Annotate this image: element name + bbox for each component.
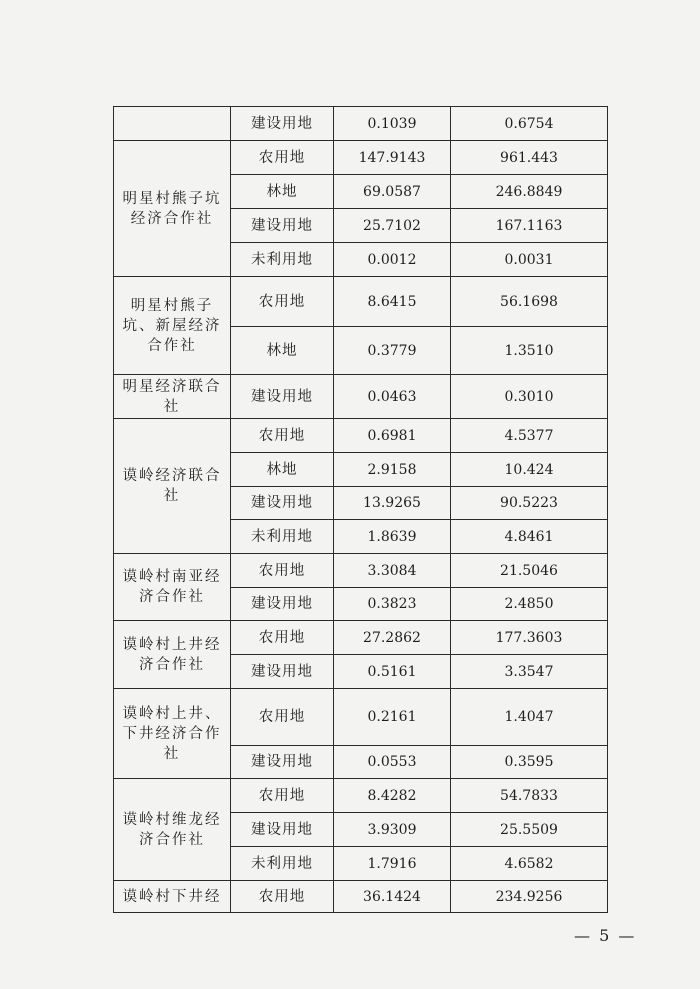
land-type-cell: 农用地 [231,779,334,813]
area-b-cell: 54.7833 [451,779,608,813]
area-a-cell: 0.0012 [334,243,451,277]
org-cell: 谟岭村下井经 [114,881,231,913]
area-b-cell: 4.8461 [451,520,608,554]
land-type-cell: 林地 [231,175,334,209]
area-b-cell: 10.424 [451,453,608,487]
table-row [114,375,608,419]
area-b-cell: 167.1163 [451,209,608,243]
area-a-cell: 0.0463 [334,375,451,419]
org-cell: 明星村熊子坑、新屋经济合作社 [114,277,231,375]
table-row [114,107,608,141]
land-type-cell: 未利用地 [231,243,334,277]
area-b-cell: 0.6754 [451,107,608,141]
table-row [114,779,608,813]
land-type-cell: 未利用地 [231,847,334,881]
area-a-cell: 3.3084 [334,554,451,588]
area-b-cell: 56.1698 [451,277,608,327]
area-b-cell: 234.9256 [451,881,608,913]
area-a-cell: 0.0553 [334,746,451,779]
area-b-cell: 2.4850 [451,588,608,621]
table-row [114,881,608,913]
org-cell: 明星村熊子坑经济合作社 [114,141,231,277]
area-a-cell: 3.9309 [334,813,451,847]
land-type-cell: 农用地 [231,277,334,327]
org-cell: 谟岭村维龙经济合作社 [114,779,231,881]
land-type-cell: 农用地 [231,419,334,453]
land-type-cell: 农用地 [231,141,334,175]
area-a-cell: 69.0587 [334,175,451,209]
land-type-cell: 建设用地 [231,813,334,847]
area-b-cell: 1.3510 [451,327,608,375]
land-type-cell: 农用地 [231,554,334,588]
land-type-cell: 农用地 [231,621,334,655]
land-type-cell: 农用地 [231,689,334,746]
area-b-cell: 4.5377 [451,419,608,453]
land-type-cell: 建设用地 [231,588,334,621]
land-type-cell: 建设用地 [231,487,334,520]
area-a-cell: 25.7102 [334,209,451,243]
table-row [114,689,608,746]
area-b-cell: 177.3603 [451,621,608,655]
area-a-cell: 1.8639 [334,520,451,554]
org-cell: 明星经济联合社 [114,375,231,419]
land-type-cell: 建设用地 [231,107,334,141]
area-b-cell: 21.5046 [451,554,608,588]
table-row [114,554,608,588]
area-b-cell: 0.3595 [451,746,608,779]
org-cell: 谟岭村南亚经济合作社 [114,554,231,621]
land-type-cell: 建设用地 [231,209,334,243]
area-a-cell: 1.7916 [334,847,451,881]
area-a-cell: 0.5161 [334,655,451,689]
org-cell [114,107,231,141]
area-b-cell: 961.443 [451,141,608,175]
land-type-cell: 农用地 [231,881,334,913]
area-b-cell: 25.5509 [451,813,608,847]
area-b-cell: 3.3547 [451,655,608,689]
area-a-cell: 27.2862 [334,621,451,655]
land-type-cell: 林地 [231,453,334,487]
table-row [114,277,608,327]
area-a-cell: 0.3823 [334,588,451,621]
area-a-cell: 8.4282 [334,779,451,813]
table-row [114,141,608,175]
area-b-cell: 0.3010 [451,375,608,419]
area-a-cell: 147.9143 [334,141,451,175]
land-type-cell: 林地 [231,327,334,375]
org-cell: 谟岭经济联合社 [114,419,231,554]
area-a-cell: 0.1039 [334,107,451,141]
area-a-cell: 2.9158 [334,453,451,487]
area-a-cell: 0.6981 [334,419,451,453]
table-row [114,419,608,453]
area-a-cell: 13.9265 [334,487,451,520]
land-type-cell: 未利用地 [231,520,334,554]
page-number: — 5 — [574,926,637,945]
org-cell: 谟岭村上井、下井经济合作社 [114,689,231,779]
area-b-cell: 4.6582 [451,847,608,881]
area-b-cell: 246.8849 [451,175,608,209]
land-area-table [113,106,608,913]
table-row [114,621,608,655]
area-a-cell: 0.3779 [334,327,451,375]
land-type-cell: 建设用地 [231,655,334,689]
land-type-cell: 建设用地 [231,746,334,779]
area-a-cell: 8.6415 [334,277,451,327]
org-cell: 谟岭村上井经济合作社 [114,621,231,689]
area-a-cell: 36.1424 [334,881,451,913]
area-b-cell: 0.0031 [451,243,608,277]
area-a-cell: 0.2161 [334,689,451,746]
area-b-cell: 90.5223 [451,487,608,520]
area-b-cell: 1.4047 [451,689,608,746]
land-type-cell: 建设用地 [231,375,334,419]
